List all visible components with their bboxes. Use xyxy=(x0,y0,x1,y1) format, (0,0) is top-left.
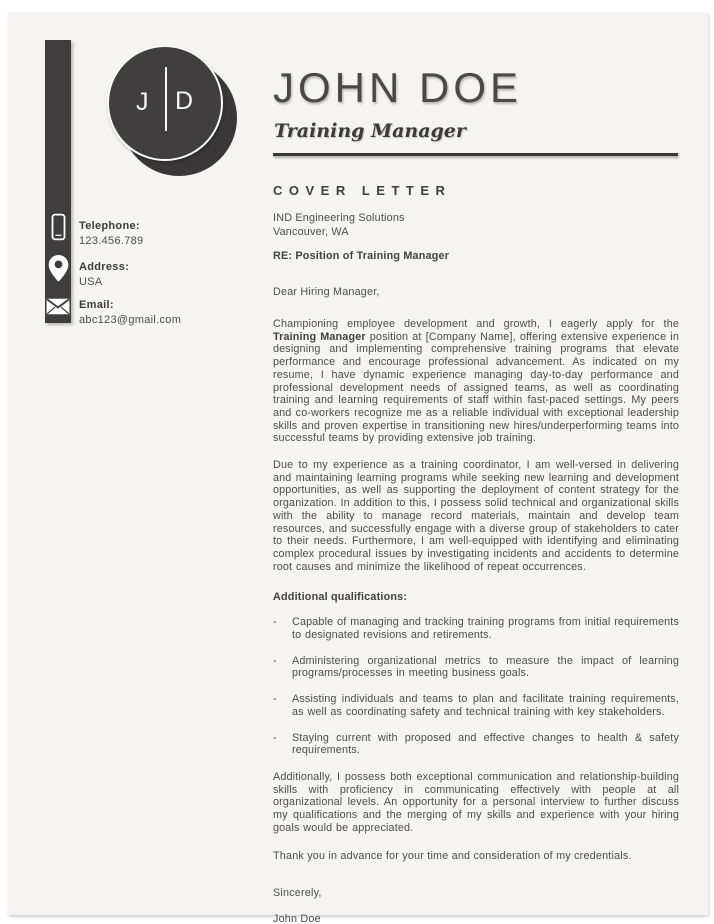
job-title: Training Manager xyxy=(274,120,466,142)
envelope-icon xyxy=(45,298,71,315)
sidebar-accent-bar xyxy=(45,40,71,323)
salutation: Dear Hiring Manager, xyxy=(273,286,380,298)
bullet-dash: - xyxy=(273,616,277,629)
bullet-dash: - xyxy=(273,654,277,667)
monogram-letter-d: D xyxy=(175,87,194,115)
qualification-text: Administering organizational metrics to measure the impact of learning programs/processes in meeting business goals. xyxy=(292,654,679,680)
subject-line: RE: Position of Training Manager xyxy=(273,250,450,262)
telephone-value: 123.456.789 xyxy=(79,235,144,247)
list-item xyxy=(273,655,679,680)
address-value: USA xyxy=(79,276,103,288)
paragraph-experience: Due to my experience as a training coordinator, I am well-versed in delivering and maintaining learning programs while seeking new learning and development opportunities, as well as supporting the deployment of content strategy for the organization. In addition to this, I possess solid technical and organizational skills with the ability to manage record materials, maintain and develop team resources, and successfully engage with a diverse group of stakeholders to cater to their needs. Furthermore, I am well-equipped with identifying and eliminating complex procedural issues by investigating incidents and accidents to determine root causes and minimize the likelihood of repeat occurrences. xyxy=(273,459,680,573)
recipient-block xyxy=(273,211,679,239)
paragraph-intro xyxy=(273,318,679,445)
qualifications-heading: Additional qualifications: xyxy=(273,591,408,604)
list-item xyxy=(273,732,679,757)
qualification-text: Staying current with proposed and effective changes to health & safety requirements. xyxy=(292,731,679,757)
address-label: Address: xyxy=(79,261,130,273)
qualification-text: Capable of managing and tracking training programs from initial requirements to designated revisions and retirements. xyxy=(292,616,679,642)
letter-body xyxy=(273,183,679,924)
paragraph-intro-start: Championing employee development and growth, I eagerly apply for the xyxy=(273,318,679,330)
logo-divider-line xyxy=(165,67,167,131)
contact-address xyxy=(79,261,239,288)
location-pin-icon xyxy=(45,254,71,283)
page-title: JOHN DOE xyxy=(273,64,523,111)
section-heading: COVER LETTER xyxy=(273,183,452,198)
qualification-text: Assisting individuals and teams to plan and facilitate training requirements, as well as coordinating safety and technical training with key stakeholders. xyxy=(292,693,679,718)
phone-icon xyxy=(45,213,71,241)
bullet-dash: - xyxy=(273,731,277,744)
paragraph-intro-rest: position at [Company Name], offering extensive experience in designing and implementing comprehensive training programs that elevate performance and encourage professional advancement. As indicated on my resume, I have dynamic experience managing day-to-day performance and professional development needs of assigned teams, as well as coordinating training and learning requirements of staff within fast-paced settings. My peers and co-workers recognize me as a reliable individual with exceptional leadership skills and proven expertise in transitioning new hires/underperforming teams into successful teams by providing extensive job training. xyxy=(273,330,680,445)
email-value: abc123@gmail.com xyxy=(79,314,182,326)
monogram-letter-j: J xyxy=(136,88,149,116)
telephone-label: Telephone: xyxy=(79,220,140,232)
list-item xyxy=(273,616,679,641)
monogram-logo xyxy=(107,45,223,161)
closing-salutation: Sincerely, xyxy=(273,886,322,899)
company-name: IND Engineering Solutions xyxy=(273,212,405,224)
thanks-line: Thank you in advance for your time and consideration of my credentials. xyxy=(273,849,632,862)
company-location: Vancouver, WA xyxy=(273,226,349,238)
contact-email xyxy=(79,299,239,326)
paragraph-closing: Additionally, I possess both exceptional communication and relationship-building skills with proficiency in communicating effectively with people at all organizational levels. An opportunity for a personal interview to further discuss my qualifications and the merging of my skills and experience with your hiring goals would be appreciated. xyxy=(273,770,679,834)
list-item xyxy=(273,693,679,718)
contact-telephone xyxy=(79,220,239,247)
email-label: Email: xyxy=(79,299,114,311)
paragraph-intro-role: Training Manager xyxy=(273,330,366,343)
bullet-dash: - xyxy=(273,693,277,706)
signature-name: John Doe xyxy=(273,912,321,924)
header-divider xyxy=(273,153,678,156)
letter-page xyxy=(8,12,708,924)
